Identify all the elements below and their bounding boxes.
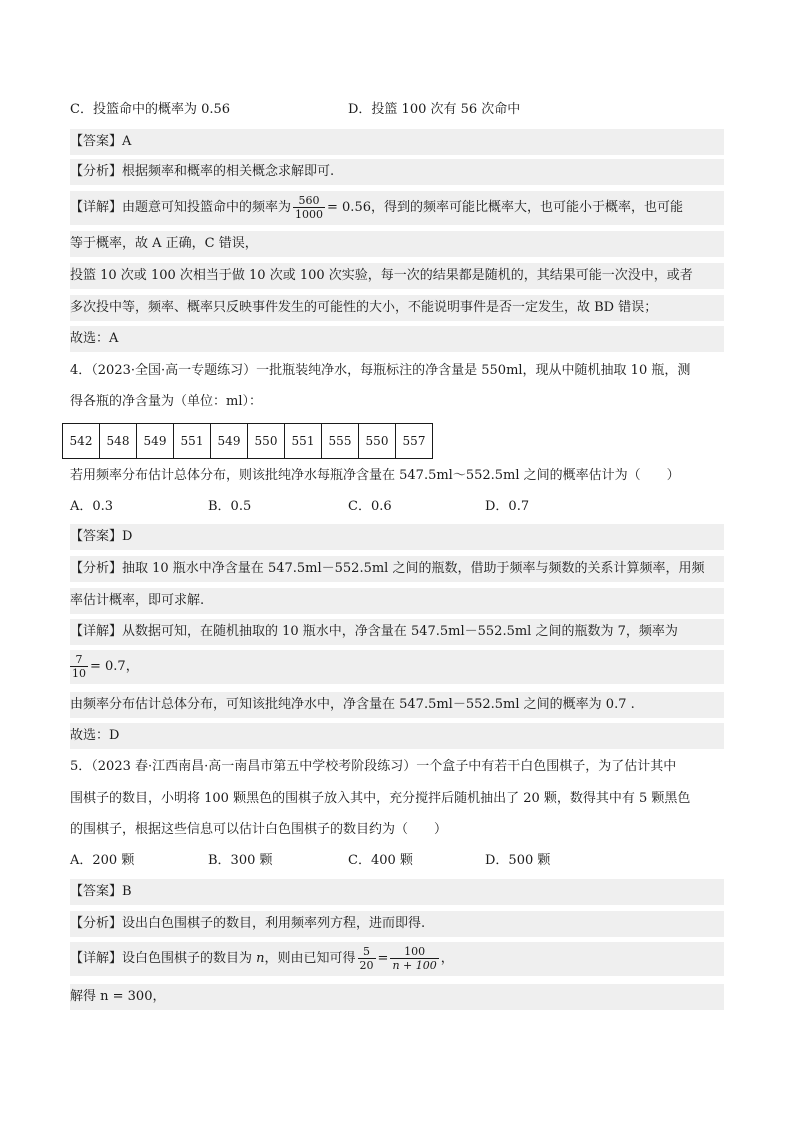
q4-stem-line2: 得各瓶的净含量为（单位：ml）：: [70, 394, 262, 409]
table-cell: 542: [63, 424, 100, 459]
q4-stem-line1: 4．（2023·全国·高一专题练习）一批瓶装纯净水，每瓶标注的净含量是 550ml，现从中随机抽取 10 瓶，测: [70, 363, 691, 378]
table-cell: 550: [359, 424, 396, 459]
q3-option-c: C．投篮命中的概率为 0.56: [70, 102, 231, 117]
table-cell: 557: [396, 424, 433, 459]
q3-detail-line3: 投篮 10 次或 100 次相当于做 10 次或 100 次实验，每一次的结果都是随机的，其结果可能一次没中，或者: [70, 263, 724, 289]
q5-stem-line3: 的围棋子，根据这些信息可以估计白色围棋子的数目约为（ ）: [70, 822, 448, 837]
q4-data-table: [62, 423, 433, 459]
q4-option-c: C．0.6: [348, 499, 392, 514]
q3-frac-den: 1000: [295, 208, 324, 221]
q5-options-row: [70, 848, 724, 874]
q3-detail-line1: [70, 191, 724, 225]
q5-detail-mid: ，则由已知可得: [264, 951, 356, 966]
q4-frac-suffix: = 0.7，: [90, 659, 139, 674]
q5-answer: 【答案】B: [70, 879, 724, 905]
table-cell: 555: [322, 424, 359, 459]
q5-fraction-1: [358, 945, 376, 972]
q5-option-d: D．500 颗: [485, 853, 551, 868]
q5-equals: =: [377, 951, 389, 966]
q5-frac2-num: 100: [390, 945, 438, 959]
q4-analysis-line1: 【分析】抽取 10 瓶水中净含量在 547.5ml－552.5ml 之间的瓶数，借助于频率与频数的关系计算频率，用频: [70, 556, 724, 582]
table-cell: 548: [100, 424, 137, 459]
q3-analysis: 【分析】根据频率和概率的相关概念求解即可.: [70, 159, 724, 185]
q5-frac1-num: 5: [358, 945, 376, 959]
q5-option-a: A．200 颗: [70, 853, 135, 868]
q4-question: 若用频率分布估计总体分布，则该批纯净水每瓶净含量在 547.5ml～552.5ml 之间的概率估计为（ ）: [70, 468, 680, 483]
table-cell: 549: [137, 424, 174, 459]
q5-option-b: B．300 颗: [208, 853, 273, 868]
q5-solve: 解得 n = 300，: [70, 984, 724, 1010]
q3-detail-line2: 等于概率，故 A 正确，C 错误，: [70, 231, 724, 257]
q4-answer: 【答案】D: [70, 524, 724, 550]
table-cell: 549: [211, 424, 248, 459]
table-row: [63, 424, 433, 459]
q5-fraction-2: [390, 945, 438, 972]
q3-frac-num: 560: [293, 194, 325, 208]
q4-choice: 故选：D: [70, 723, 724, 749]
q3-choice: 故选：A: [70, 326, 724, 352]
q5-frac1-den: 20: [359, 959, 374, 972]
q4-detail-line1: 【详解】从数据可知，在随机抽取的 10 瓶水中，净含量在 547.5ml－552.5ml 之间的瓶数为 7，频率为: [70, 619, 724, 645]
q5-detail-prefix: 【详解】设白色围棋子的数目为: [70, 951, 253, 966]
q4-detail-line3: 由频率分布估计总体分布，可知该批纯净水中，净含量在 547.5ml－552.5ml 之间的概率为 0.7 .: [70, 692, 724, 718]
q5-option-c: C．400 颗: [348, 853, 413, 868]
q3-option-d: D．投篮 100 次有 56 次命中: [348, 102, 521, 117]
q4-option-a: A．0.3: [70, 499, 114, 514]
q5-var-n: n: [256, 951, 265, 966]
q5-analysis: 【分析】设出白色围棋子的数目，利用频率列方程，进而即得.: [70, 911, 724, 937]
q5-stem-line1: 5．（2023 春·江西南昌·高一南昌市第五中学校考阶段练习）一个盒子中有若干白色围棋子，为了估计其中: [70, 759, 677, 774]
q4-analysis-line2: 率估计概率，即可求解.: [70, 588, 724, 614]
q4-options-row: [70, 494, 724, 520]
q5-stem-line2: 围棋子的数目，小明将 100 颗黑色的围棋子放入其中，充分搅拌后随机抽出了 20 颗，数得其中有 5 颗黑色: [70, 791, 691, 806]
q4-detail-line2: [70, 650, 724, 684]
q4-option-d: D．0.7: [485, 499, 530, 514]
q3-answer: 【答案】A: [70, 129, 724, 155]
q3-fraction: [293, 194, 325, 221]
q4-frac-den: 10: [72, 667, 86, 680]
q5-detail: [70, 942, 724, 976]
q3-detail-suffix: = 0.56，得到的频率可能比概率大，也可能小于概率，也可能: [327, 200, 683, 215]
table-cell: 551: [285, 424, 322, 459]
table-cell: 551: [174, 424, 211, 459]
q3-detail-prefix: 【详解】由题意可知投篮命中的频率为: [70, 200, 292, 215]
q3-options-row: [70, 97, 724, 123]
q4-fraction: [70, 653, 88, 680]
q5-detail-end: ，: [440, 951, 454, 966]
q4-option-b: B．0.5: [208, 499, 252, 514]
q3-detail-line4: 多次投中等，频率、概率只反映事件发生的可能性的大小，不能说明事件是否一定发生，故 BD 错误；: [70, 295, 724, 321]
table-cell: 550: [248, 424, 285, 459]
q4-frac-num: 7: [70, 653, 88, 667]
q5-frac2-den: n + 100: [392, 959, 437, 972]
